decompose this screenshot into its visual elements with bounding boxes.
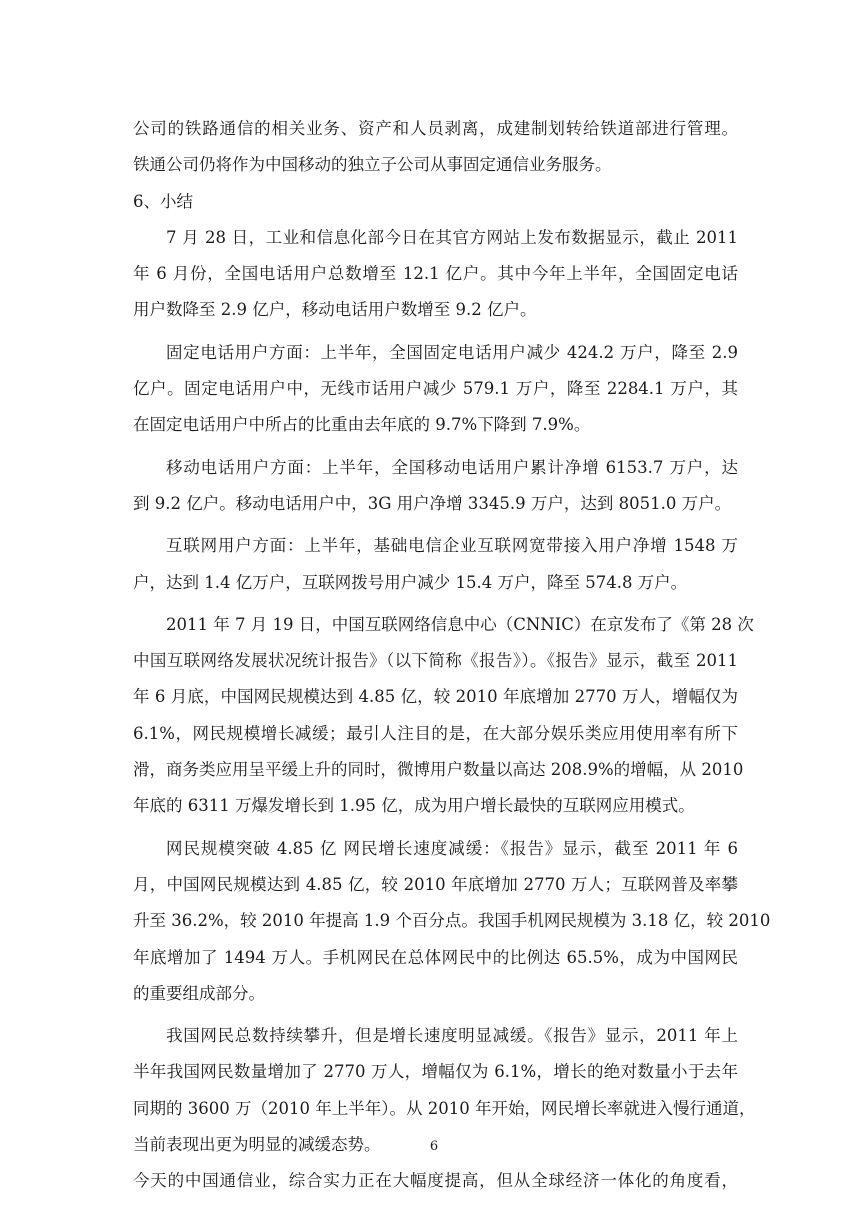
text-line: 年 6 月份，全国电话用户总数增至 12.1 亿户。其中今年上半年，全国固定电话 bbox=[133, 264, 738, 284]
page-number: 6 bbox=[429, 1139, 439, 1154]
text-line: 7 月 28 日，工业和信息化部今日在其官方网站上发布数据显示，截止 2011 bbox=[166, 227, 738, 247]
text-line: 我国网民总数持续攀升，但是增长速度明显减缓。《报告》显示，2011 年上 bbox=[166, 1026, 738, 1046]
text-line: 半年我国网民数量增加了 2770 万人，增幅仅为 6.1%，增长的绝对数量小于去年 bbox=[133, 1062, 738, 1082]
text-line: 固定电话用户方面：上半年，全国固定电话用户减少 424.2 万户，降至 2.9 bbox=[166, 342, 738, 362]
text-line: 铁通公司仍将作为中国移动的独立子公司从事固定通信业务服务。 bbox=[133, 155, 612, 175]
text-line: 年 6 月底，中国网民规模达到 4.85 亿，较 2010 年底增加 2770 万人，增幅仅为 bbox=[133, 687, 738, 707]
text-line: 滑，商务类应用呈平缓上升的同时，微博用户数量以高达 208.9%的增幅，从 2010 bbox=[133, 760, 744, 780]
text-line: 年底的 6311 万爆发增长到 1.95 亿，成为用户增长最快的互联网应用模式。 bbox=[133, 796, 695, 816]
text-line: 在固定电话用户中所占的比重由去年底的 9.7%下降到 7.9%。 bbox=[133, 415, 591, 435]
text-line: 中国互联网络发展状况统计报告》（以下简称《报告》）。《报告》显示，截至 2011 bbox=[133, 651, 738, 671]
text-line: 当前表现出更为明显的减缓态势。 bbox=[133, 1135, 381, 1155]
text-line: 公司的铁路通信的相关业务、资产和人员剥离，成建制划转给铁道部进行管理。 bbox=[133, 119, 738, 138]
text-line: 户，达到 1.4 亿万户，互联网拨号用户减少 15.4 万户，降至 574.8 万户。 bbox=[133, 572, 688, 592]
text-line: 用户数降至 2.9 亿户，移动电话用户数增至 9.2 亿户。 bbox=[133, 300, 537, 320]
text-line: 2011 年 7 月 19 日，中国互联网络信息中心（CNNIC）在京发布了《第 28 次 bbox=[166, 614, 754, 634]
text-line: 到 9.2 亿户。移动电话用户中，3G 用户净增 3345.9 万户，达到 8051.0 万户。 bbox=[133, 493, 732, 513]
text-line: 同期的 3600 万（2010 年上半年）。从 2010 年开始，网民增长率就进入慢行通道， bbox=[133, 1098, 756, 1118]
text-line: 网民规模突破 4.85 亿 网民增长速度减缓：《报告》显示，截至 2011 年 6 bbox=[166, 838, 738, 858]
text-line: 互联网用户方面：上半年，基础电信企业互联网宽带接入用户净增 1548 万 bbox=[166, 536, 738, 556]
text-line: 的重要组成部分。 bbox=[133, 983, 265, 1003]
text-line: 升至 36.2%，较 2010 年提高 1.9 个百分点。我国手机网民规模为 3.18 亿，较 2010 bbox=[133, 911, 771, 931]
text-line: 移动电话用户方面：上半年，全国移动电话用户累计净增 6153.7 万户，达 bbox=[166, 457, 738, 477]
document-body bbox=[133, 111, 771, 1200]
text-line: 月，中国网民规模达到 4.85 亿，较 2010 年底增加 2770 万人；互联网普及率攀 bbox=[133, 874, 738, 894]
text-line: 年底增加了 1494 万人。手机网民在总体网民中的比例达 65.5%，成为中国网民 bbox=[133, 947, 738, 967]
text-line: 今天的中国通信业，综合实力正在大幅度提高，但从全球经济一体化的角度看， bbox=[133, 1171, 738, 1191]
text-line: 6、小结 bbox=[133, 191, 193, 211]
text-line: 亿户。固定电话用户中，无线市话用户减少 579.1 万户，降至 2284.1 万户，其 bbox=[133, 379, 738, 399]
text-line: 6.1%，网民规模增长减缓；最引人注目的是，在大部分娱乐类应用使用率有所下 bbox=[133, 723, 738, 743]
